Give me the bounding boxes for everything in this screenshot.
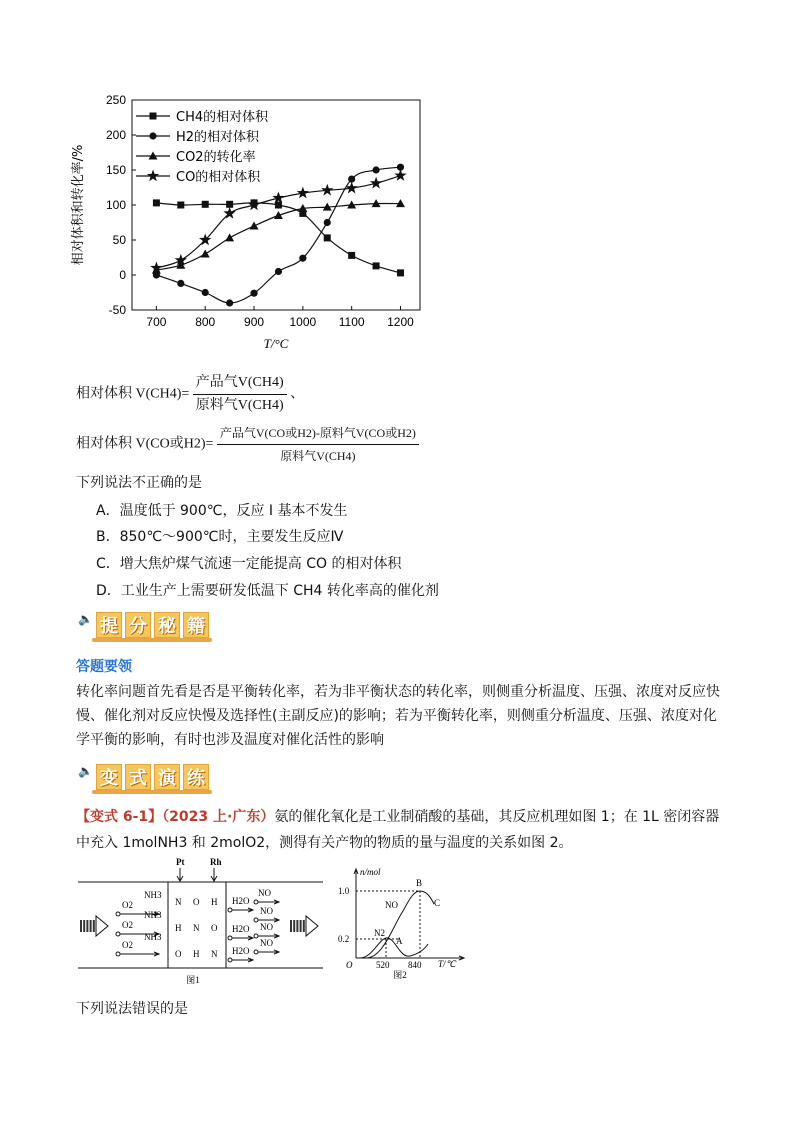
atom-label: N [211, 949, 218, 959]
legend-label: H2的相对体积 [176, 130, 260, 145]
atom-label: O [175, 949, 182, 959]
curve-label: N2 [374, 928, 385, 938]
atom-label: N [175, 897, 182, 907]
catalyst-label: Pt [176, 857, 185, 867]
figure-caption: 图2 [393, 970, 407, 980]
flow-arrow-stripe [90, 920, 92, 932]
flow-arrow-icon [96, 916, 108, 936]
atom-label: N [193, 923, 200, 933]
molecule-label: O2 [122, 940, 133, 950]
data-point [225, 233, 234, 241]
banner-practice [78, 762, 228, 796]
legend-label: CH4的相对体积 [176, 110, 269, 125]
variant-tag: 【变式 6-1】 [76, 809, 163, 825]
molecule-label: NH3 [144, 932, 162, 942]
data-point [177, 280, 184, 287]
legend-marker [149, 132, 156, 139]
y-tick-label: 150 [105, 163, 126, 177]
molecule-label: NO [260, 938, 273, 948]
tips-heading: 答题要领 [76, 659, 132, 675]
y-axis [354, 869, 358, 958]
variant-source: （2023 上·广东） [162, 809, 275, 825]
banner-char: 秘 [154, 612, 180, 638]
y-axis-label: 相对体积和转化率/% [71, 144, 86, 266]
data-point [226, 201, 233, 208]
banner-char: 籍 [183, 612, 209, 638]
brush-stroke [92, 790, 212, 794]
flow-arrow-stripe [303, 920, 305, 932]
arrow-down-icon [211, 868, 217, 881]
atom-label: H [175, 923, 182, 933]
curve-label: NO [385, 900, 398, 910]
x-tick-label: 900 [244, 315, 265, 329]
atom-label: H [193, 949, 200, 959]
y-tick-label: 50 [112, 233, 126, 247]
flow-arrow-stripe [83, 920, 85, 932]
atom-label: O [211, 923, 218, 933]
flow-arrow-stripe [290, 920, 292, 932]
arrow-right-icon [232, 908, 253, 912]
y-tick-label: -50 [108, 303, 126, 317]
molecule-label: NO [258, 888, 271, 898]
banner-char: 分 [125, 612, 151, 638]
flow-arrow-stripe [80, 920, 82, 932]
molecule-circle [228, 908, 232, 912]
banner-tips [78, 610, 228, 644]
molecule-label: NO [260, 922, 273, 932]
data-point [372, 166, 379, 173]
banner-char: 练 [183, 764, 209, 790]
y-tick-label: 250 [105, 93, 126, 107]
figure-1-mechanism [78, 856, 323, 986]
data-point [324, 219, 331, 226]
tips-body: 转化率问题首先看是否是平衡转化率，若为非平衡状态的转化率，则侧重分析温度、压强、浓度对反应快慢、催化剂对反应快慢及选择性(主副反应)的影响；若为平衡转化率，则侧重分析温度、压强、浓度对化学平衡的影响，有时也涉及温度对催化活性的影响 [76, 684, 720, 748]
data-point [324, 234, 331, 241]
no-curve [366, 891, 434, 958]
formula-co-h2: 相对体积 V(CO或H2)= $\frac{\text{产品气V(CO或H2)-原料气V(CO或H2)}}{\text{原料气V(CH4)}}$ [76, 422, 419, 467]
data-point [348, 252, 355, 259]
option-b[interactable]: B．850℃～900℃时，主要发生反应Ⅳ [96, 529, 344, 545]
option-a[interactable]: A．温度低于 900℃，反应 I 基本不发生 [96, 503, 348, 519]
x-tick-label: 1100 [338, 315, 365, 329]
molecule-circle [254, 918, 258, 922]
data-point [201, 250, 210, 258]
data-point [177, 202, 184, 209]
arrow-right-icon [258, 950, 279, 954]
molecule-circle [254, 900, 258, 904]
origin-label: O [346, 960, 353, 970]
legend-marker [150, 113, 157, 120]
data-point [373, 262, 380, 269]
molecule-label: H2O [232, 924, 250, 934]
arrow-right-icon [258, 900, 279, 904]
arrow-right-icon [232, 936, 253, 940]
variant-text: 氨的催化氧化是工业制硝酸的基础，其反应机理如图 1；在 1L 密闭容器中充入 1molNH3 和 2molO2，测得有关产物的物质的量与温度的关系如图 2。 [76, 809, 720, 851]
flow-arrow-stripe [300, 920, 302, 932]
figure-caption: 图1 [186, 975, 200, 985]
molecule-circle [228, 958, 232, 962]
molecule-label: NH3 [144, 890, 162, 900]
x-tick-label: 520 [376, 960, 390, 970]
data-point [248, 199, 260, 211]
flow-arrow-stripe [293, 920, 295, 932]
molecule-circle [254, 950, 258, 954]
atom-label: H [211, 897, 218, 907]
x-tick-label: 1000 [289, 315, 317, 329]
molecule-circle [116, 952, 120, 956]
data-point [153, 199, 160, 206]
series-line [156, 176, 400, 268]
data-point [250, 222, 259, 230]
conversion-chart [60, 92, 440, 362]
molecule-label: NH3 [144, 910, 162, 920]
y-tick-label: 1.0 [338, 886, 350, 896]
question2-stem: 下列说法错误的是 [76, 1001, 188, 1017]
formula-ch4: 相对体积 V(CH4)= $\frac{\text{产品气V(CH4)}}{\text{原料气V(CH4)}}$ 、 [76, 372, 304, 417]
point-label: A [396, 936, 403, 946]
x-tick-label: 800 [195, 315, 216, 329]
flow-arrow-stripe [93, 920, 95, 932]
data-point [299, 255, 306, 262]
y-axis-label: n/mol [360, 867, 381, 877]
atom-label: O [193, 897, 200, 907]
speaker-icon: 🔈 [78, 612, 93, 626]
molecule-label: NO [260, 906, 273, 916]
variant-question [76, 804, 726, 856]
banner-char: 变 [96, 764, 122, 790]
series-line [156, 167, 400, 303]
data-point [202, 201, 209, 208]
banner-char: 式 [125, 764, 151, 790]
brush-stroke [92, 638, 212, 642]
molecule-label: O2 [122, 920, 133, 930]
y-tick-label: 0.2 [338, 934, 350, 944]
point-label: C [434, 898, 441, 908]
x-tick-label: 700 [146, 315, 167, 329]
catalyst-label: Rh [210, 857, 222, 867]
molecule-circle [228, 936, 232, 940]
molecule-circle [116, 912, 120, 916]
x-axis-label: T/℃ [438, 959, 456, 969]
x-axis-label: T/°C [263, 336, 289, 351]
option-c[interactable]: C．增大焦炉煤气流速一定能提高 CO 的相对体积 [96, 556, 402, 572]
legend-label: CO2的转化率 [176, 150, 256, 165]
x-tick-label: 840 [408, 960, 422, 970]
data-point [394, 169, 406, 181]
data-point [250, 290, 257, 297]
figure-2-chart [338, 866, 468, 986]
arrow-right-icon [120, 952, 159, 956]
molecule-circle [116, 932, 120, 936]
arrow-right-icon [232, 958, 253, 962]
y-tick-label: 0 [119, 268, 126, 282]
molecule-label: H2O [232, 946, 250, 956]
data-point [275, 202, 282, 209]
arrow-down-icon [177, 868, 183, 881]
question-stem: 下列说法不正确的是 [76, 475, 202, 491]
legend-label: CO的相对体积 [176, 170, 261, 185]
flow-arrow-icon [306, 916, 318, 936]
flow-arrow-stripe [86, 920, 88, 932]
data-point [397, 269, 404, 276]
molecule-label: O2 [122, 900, 133, 910]
x-tick-label: 1200 [387, 315, 414, 329]
data-point [348, 176, 355, 183]
banner-char: 提 [96, 612, 122, 638]
speaker-icon: 🔈 [78, 764, 93, 778]
y-tick-label: 200 [105, 128, 126, 142]
y-tick-label: 100 [105, 198, 126, 212]
data-point [226, 299, 233, 306]
point-label: B [416, 878, 423, 888]
data-point [275, 268, 282, 275]
flow-arrow-stripe [296, 920, 298, 932]
banner-char: 演 [154, 764, 180, 790]
molecule-circle [254, 934, 258, 938]
data-point [202, 289, 209, 296]
legend-marker [147, 170, 159, 182]
n2-curve [360, 938, 428, 958]
option-d[interactable]: D．工业生产上需要研发低温下 CH4 转化率高的催化剂 [96, 583, 439, 599]
molecule-label: H2O [232, 896, 250, 906]
